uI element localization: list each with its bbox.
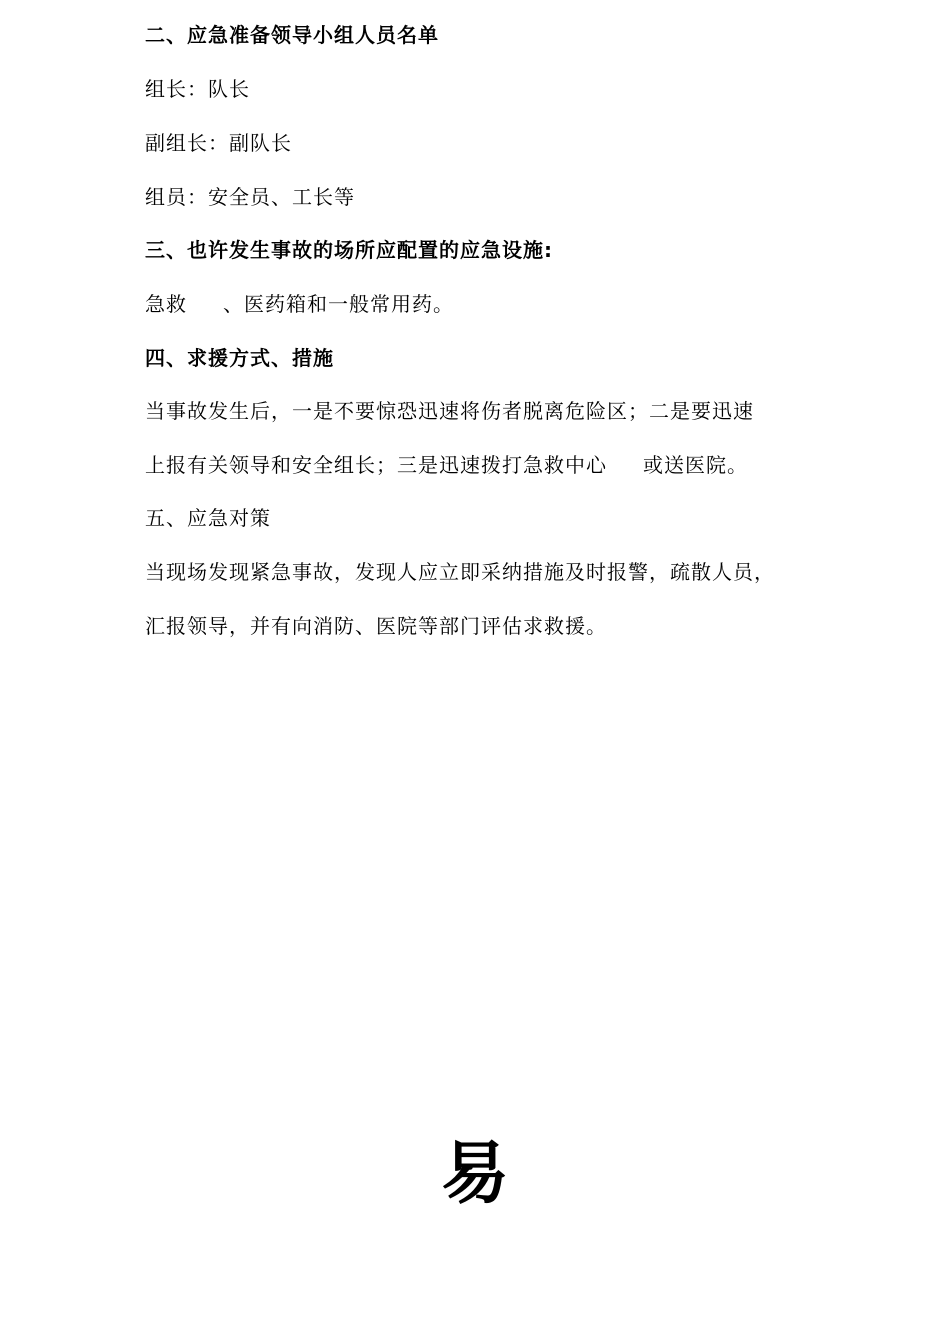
facilities-part2: 、医药箱和一般常用药。 (223, 292, 454, 316)
leader-line: 组长：队长 (145, 77, 250, 101)
section2-heading: 二、应急准备领导小组人员名单 (145, 23, 439, 47)
members-line: 组员：安全员、工长等 (145, 185, 355, 209)
facilities-line (145, 291, 454, 317)
footer-glyph: 易 (440, 1135, 509, 1214)
section5-heading: 五、应急对策 (145, 506, 271, 530)
section4-heading: 四、求援方式、措施 (145, 346, 334, 370)
facilities-part1: 急救 (145, 292, 187, 316)
rescue-line-2-part1: 上报有关领导和安全组长；三是迅速拨打急救中心 (145, 453, 607, 477)
rescue-line-2-part2: 或送医院。 (643, 453, 748, 477)
section3-heading: 三、也许发生事故的场所应配置的应急设施: (145, 238, 553, 262)
rescue-line-2 (145, 452, 748, 478)
deputy-leader-line: 副组长：副队长 (145, 131, 292, 155)
rescue-line-1: 当事故发生后，一是不要惊恐迅速将伤者脱离危险区；二是要迅速 (145, 399, 754, 423)
measures-line-2: 汇报领导，并有向消防、医院等部门评估求救援。 (145, 614, 607, 638)
measures-line-1: 当现场发现紧急事故，发现人应立即采纳措施及时报警，疏散人员， (145, 560, 775, 584)
